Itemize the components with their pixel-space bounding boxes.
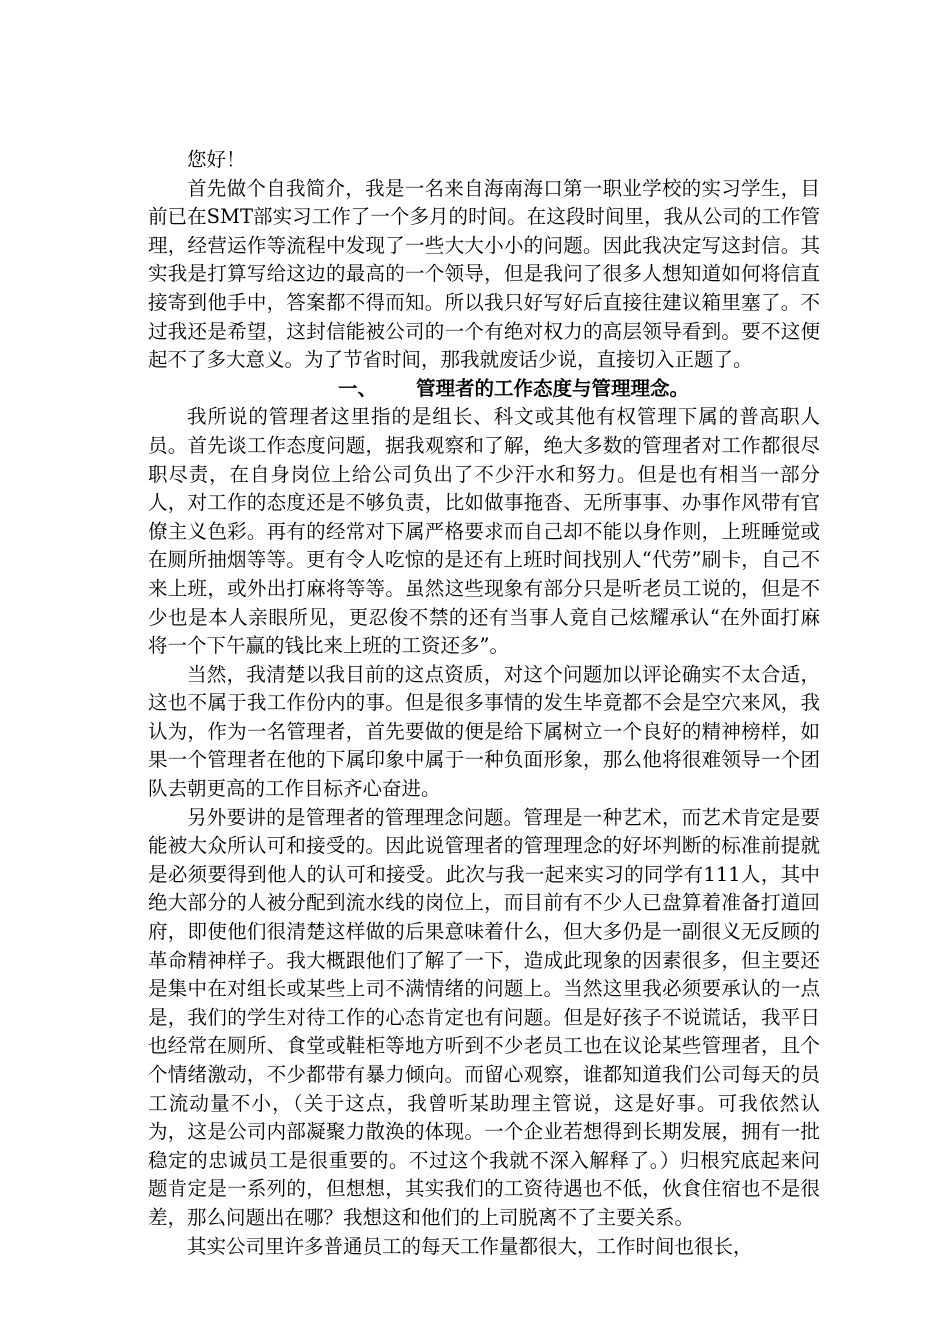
body-paragraph: 当然，我清楚以我目前的这点资质，对这个问题加以评论确实不太合适，这也不属于我工作份内的事。但是很多事情的发生毕竟都不会是空穴来风，我认为，作为一名管理者，首先要做的便是给下属树立一个良好的精神榜样，如果一个管理者在他的下属印象中属于一种负面形象，那么他将很难领导一个团队去朝更高的工作目标齐心奋进。: [148, 662, 820, 801]
body-paragraph: 我所说的管理者这里指的是组长、科文或其他有权管理下属的普高职人员。首先谈工作态度问题，据我观察和了解，绝大多数的管理者对工作都很尽职尽责，在自身岗位上给公司负出了不少汗水和努力。但是也有相当一部分人，对工作的态度还是不够负责，比如做事拖沓、无所事事、办事作风带有官僚主义色彩。再有的经常对下属严格要求而自己却不能以身作则，上班睡觉或在厕所抽烟等等。更有令人吃惊的是还有上班时间找别人“代劳”刷卡，自己不来上班，或外出打麻将等等。虽然这些现象有部分只是听老员工说的，但是不少也是本人亲眼所见，更忍俊不禁的还有当事人竟自己炫耀承认“在外面打麻将一个下午赢的钱比来上班的工资还多”。: [148, 405, 820, 658]
section-number: 一、: [338, 376, 378, 400]
letter-body: [148, 146, 820, 1261]
section-title: 管理者的工作态度与管理理念。: [416, 376, 690, 400]
intro-paragraph: 首先做个自我简介，我是一名来自海南海口第一职业学校的实习学生，目前已在SMT部实习工作了一个多月的时间。在这段时间里，我从公司的工作管理，经营运作等流程中发现了一些大大小小的问题。因此我决定写这封信。其实我是打算写给这边的最高的一个领导，但是我问了很多人想知道如何将信直接寄到他手中，答案都不得而知。所以我只好写好后直接往建议箱里塞了。不过我还是希望，这封信能被公司的一个有绝对权力的高层领导看到。要不这便起不了多大意义。为了节省时间，那我就废话少说，直接切入正题了。: [148, 176, 820, 372]
body-paragraph: 另外要讲的是管理者的管理理念问题。管理是一种艺术，而艺术肯定是要能被大众所认可和接受的。因此说管理者的管理理念的好坏判断的标准前提就是必须要得到他人的认可和接受。此次与我一起来实习的同学有111人，其中绝大部分的人被分配到流水线的岗位上，而目前有不少人已盘算着准备打道回府，即使他们很清楚这样做的后果意味着什么，但大多仍是一副很义无反顾的革命精神样子。我大概跟他们了解了一下，造成此现象的因素很多，但主要还是集中在对组长或某些上司不满情绪的问题上。当然这里我必须要承认的一点是，我们的学生对待工作的心态肯定也有问题。但是好孩子不说谎话，我平日也经常在厕所、食堂或鞋柜等地方听到不少老员工也在议论某些管理者，且个个情绪激动，不少都带有暴力倾向。而留心观察，谁都知道我们公司每天的员工流动量不小，（关于这点，我曾听某助理主管说，这是好事。可我依然认为，这是公司内部凝聚力散涣的体现。一个企业若想得到长期发展，拥有一批稳定的忠诚员工是很重要的。不过这个我就不深入解释了。）归根究底起来问题肯定是一系列的，但想想，其实我们的工资待遇也不低，伙食住宿也不是很差，那么问题出在哪？我想这和他们的上司脱离不了主要关系。: [148, 805, 820, 1229]
body-paragraph: 其实公司里许多普通员工的每天工作量都很大，工作时间也很长，: [187, 1234, 753, 1258]
greeting: 您好！: [187, 148, 246, 171]
section-heading: [148, 375, 820, 404]
